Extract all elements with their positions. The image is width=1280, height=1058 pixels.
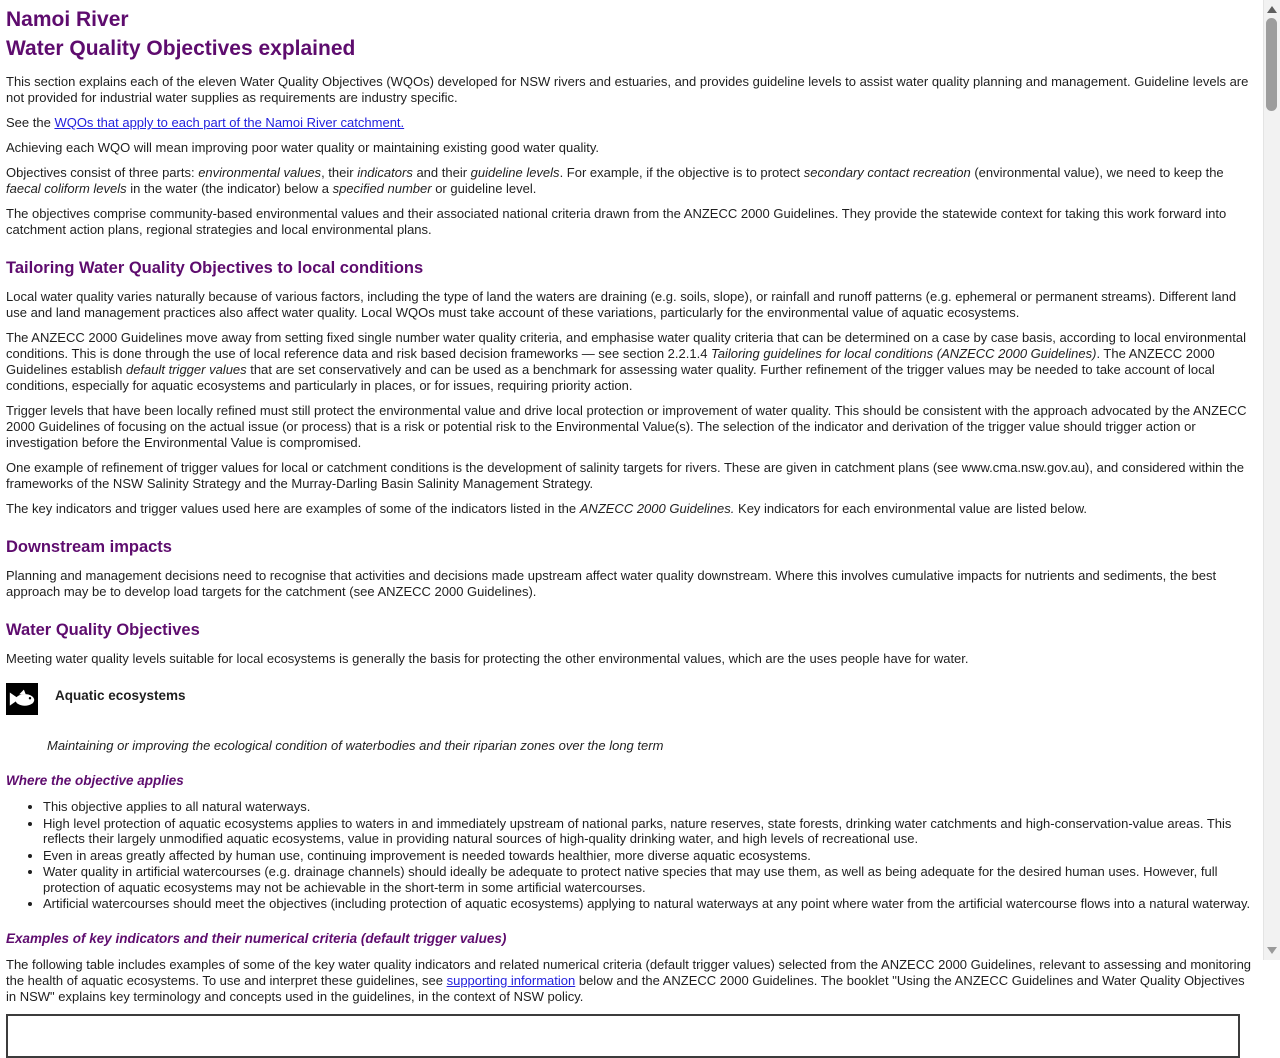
meeting-levels-paragraph [6,651,1256,667]
list-item: • High level protection of aquatic ecosystems applies to waters in and immediately upstream of national parks, nature reserves, state forests, drinking water catchments and high-conservation-value areas. This reflects their largely unmodified aquatic ecosystems, value in providing natural sources of high-quality drinking water, and high levels of recreational use. [43,816,1256,847]
indicators-table-top-edge [6,1014,1240,1058]
section-heading-downstream: Downstream impacts [6,538,172,556]
table-intro-paragraph [6,957,1256,1005]
text-run: environmental values [198,165,322,180]
trigger-levels-paragraph [6,403,1256,451]
text-run: See the [6,115,55,130]
text-run: indicators [357,165,413,180]
list-item: • Even in areas greatly affected by human use, continuing improvement is needed towards healthier, more diverse aquatic ecosystems. [43,848,1256,864]
text-run: specified number [332,181,432,196]
text-run: , their [321,165,358,180]
text-run: Local water quality varies naturally because of various factors, including the type of land the waters are draining (e.g. soils, slope), or rainfall and runoff patterns (e.g. ephemeral or permanent streams). Different land use and land management practices also affect water quality. Local WQOs must take account of these variations, particularly for the environmental value of aquatic ecosystems. [6,289,1237,320]
text-run: Trigger levels that have been locally refined must still protect the environmental value and drive local protection or improvement of water quality. This should be consistent with the approach advocated by the ANZECC 2000 Guidelines of focusing on the actual issue (or process) that is a risk or potential risk to the Environmental Value(s). The selection of the indicator and derivation of the trigger value should trigger action or investigation before the Environmental Value is compromised. [6,403,1247,450]
text-run: and their [412,165,471,180]
objective-applies-list [6,799,1256,912]
text-run: The key indicators and trigger values used here are examples of some of the indicators listed in the [6,501,580,516]
scrollbar-up-arrow-icon[interactable] [1264,4,1280,16]
see-catchment-paragraph [6,115,1256,131]
text-run: . The ANZECC 2000 Guidelines establish [6,346,1215,377]
key-indicators-paragraph [6,501,1256,517]
objectives-parts-paragraph [6,165,1256,197]
text-run: The ANZECC 2000 Guidelines move away from setting fixed single number water quality criteria, and emphasise water quality criteria that can be determined on a case by case basis, according to local environmental conditions. This is done through the use of local reference data and risk based decision frameworks — see section 2.2.1.4 [6,330,1246,361]
objectives-comprise-paragraph [6,206,1256,238]
wqos-catchment-link[interactable]: WQOs that apply to each part of the Namoi River catchment. [54,115,405,130]
text-run: below and the ANZECC 2000 Guidelines. The booklet "Using the ANZECC Guidelines and Water Quality Objectives in NSW" explains key terminology and concepts used in the guidelines, in the context of NSW policy. [6,972,1245,1004]
text-run: ANZECC 2000 Guidelines. [579,501,735,516]
text-run: Achieving each WQO will mean improving poor water quality or maintaining existing good water quality. [6,140,599,155]
text-run: Key indicators for each environmental value are listed below. [734,501,1088,516]
objective-subtitle: Maintaining or improving the ecological condition of waterbodies and their riparian zones over the long term [47,738,664,753]
planning-paragraph [6,568,1256,600]
text-run: The following table includes examples of some of the key water quality indicators and related numerical criteria (default trigger values) selected from the ANZECC 2000 Guidelines, relevant to assessing and monitoring the health of aquatic ecosystems. To use and interpret these guidelines, see [6,956,1252,988]
scrollbar-down-arrow-icon[interactable] [1264,945,1280,957]
achieving-paragraph [6,140,1256,156]
text-run: Planning and management decisions need to recognise that activities and decisions made upstream affect water quality downstream. Where this involves cumulative impacts for nutrients and sediments, the best approach may be to develop load targets for the catchment (see ANZECC 2000 Guidelines). [6,568,1217,599]
list-item: • Artificial watercourses should meet the objectives (including protection of aquatic ecosystems) applying to natural waterways at any point where water from the artificial watercourse flows into a natural waterway. [43,896,1256,912]
section-heading-tailoring: Tailoring Water Quality Objectives to local conditions [6,259,424,277]
text-run: Meeting water quality levels suitable for local ecosystems is generally the basis for protecting the other environmental values, which are the uses people have for water. [6,651,969,666]
text-run: secondary contact recreation [803,165,971,180]
text-run: that are set conservatively and can be used as a benchmark for assessing water quality. Further refinement of the trigger values may be needed to take account of local conditions, especially for aquatic ecosystems and particularly in places, or for issues, requiring priority action. [6,362,1215,393]
vertical-scrollbar[interactable] [1263,0,1280,960]
fish-icon [6,683,38,715]
local-variation-paragraph [6,289,1256,321]
objective-title: Aquatic ecosystems [55,688,186,703]
text-run: (environmental value), we need to keep the [970,165,1224,180]
subheading-where-applies: Where the objective applies [6,773,184,788]
section-heading-wqo: Water Quality Objectives [6,621,200,639]
text-run: . For example, if the objective is to protect [559,165,804,180]
text-run: guideline levels [470,165,560,180]
list-item: • This objective applies to all natural waterways. [43,799,1256,815]
page-title [6,5,1256,63]
text-run: Tailoring guidelines for local conditions (ANZECC 2000 Guidelines) [711,346,1097,361]
subheading-examples-indicators: Examples of key indicators and their numerical criteria (default trigger values) [6,930,507,946]
objective-header-row [6,683,1256,715]
text-run: The objectives comprise community-based environmental values and their associated national criteria drawn from the ANZECC 2000 Guidelines. They provide the statewide context for taking this work forward into catchment action plans, regional strategies and local environmental plans. [6,206,1227,237]
text-run: or guideline level. [431,181,537,196]
text-run: Objectives consist of three parts: [6,165,199,180]
scrollbar-thumb[interactable] [1266,18,1277,111]
text-run: default trigger values [125,362,247,377]
page-title-line1: Namoi River [6,8,129,31]
salinity-example-paragraph [6,460,1256,492]
text-run: in the water (the indicator) below a [126,181,333,196]
text-run: This section explains each of the eleven Water Quality Objectives (WQOs) developed for NSW rivers and estuaries, and provides guideline levels to assist water quality planning and management. Guideline levels are not provided for industrial water supplies as requirements are industry specific. [6,74,1249,105]
text-run: faecal coliform levels [6,181,127,196]
text-run: One example of refinement of trigger values for local or catchment conditions is the development of salinity targets for rivers. These are given in catchment plans (see www.cma.nsw.gov.au), and considered within the frameworks of the NSW Salinity Strategy and the Murray-Darling Basin Salinity Management Strategy. [6,460,1245,491]
anzecc-guidelines-paragraph [6,330,1256,394]
intro-paragraph [6,74,1256,106]
page-title-line2: Water Quality Objectives explained [6,37,356,60]
list-item: • Water quality in artificial watercourses (e.g. drainage channels) should ideally be adequate to protect native species that may use them, as well as being adequate for the desired human uses. However, full protection of aquatic ecosystems may not be achievable in the short-term in some artificial watercourses. [43,864,1256,895]
supporting-information-link[interactable]: supporting information [446,972,576,988]
